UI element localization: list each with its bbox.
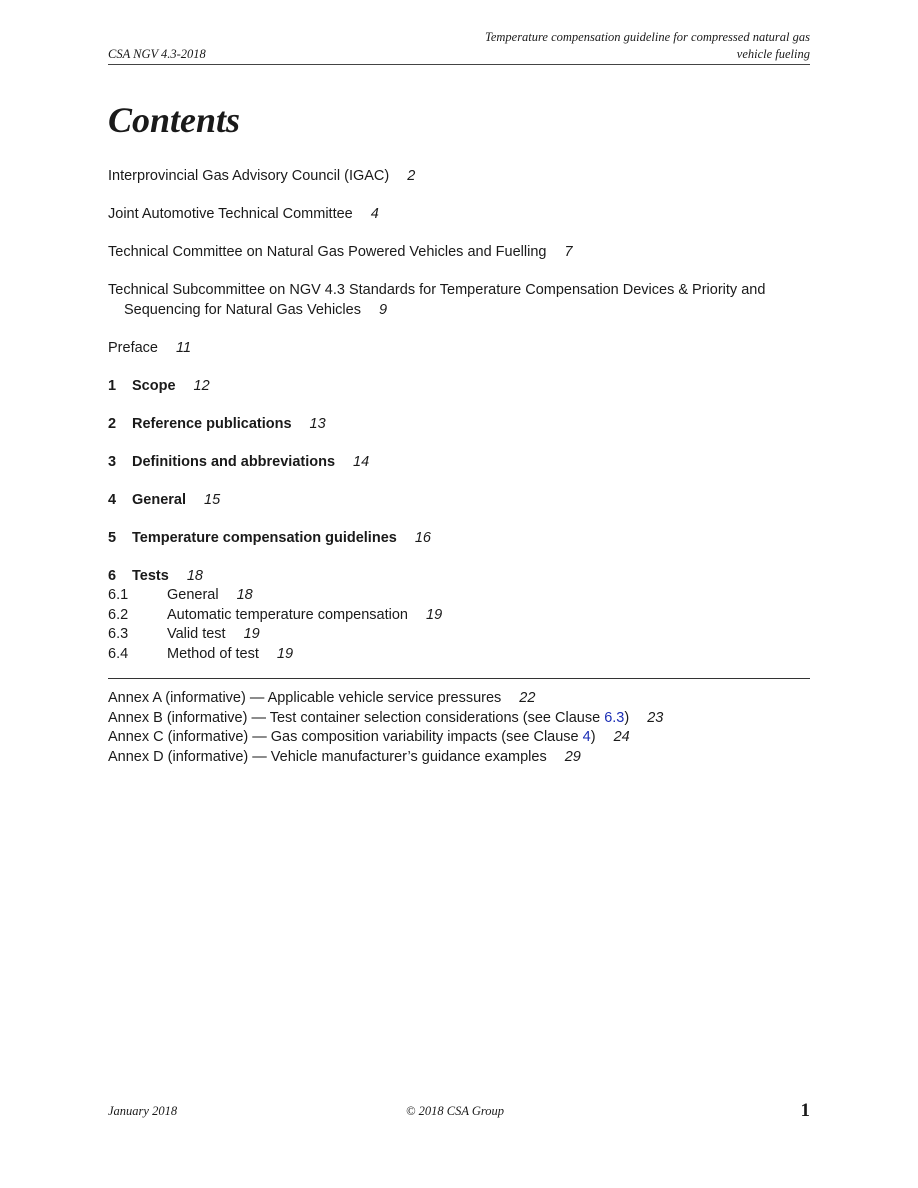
subclause-title: Automatic temperature compensation	[167, 606, 408, 623]
toc-clause-6[interactable]	[108, 567, 810, 587]
annex-title: Annex A (informative) — Applicable vehicle service pressures	[108, 690, 502, 706]
toc-page-number: 13	[309, 415, 326, 432]
subclause-number: 6.3	[108, 626, 129, 642]
annex-title-close: )	[590, 729, 596, 745]
annex-title: Annex C (informative) — Gas composition variability impacts (see Clause	[108, 729, 583, 745]
subclause-title: Method of test	[167, 645, 259, 662]
annex-title: Annex B (informative) — Test container selection considerations (see Clause	[108, 709, 605, 726]
clause-link-6-3[interactable]: 6.3	[604, 709, 625, 726]
toc-entry-igac[interactable]	[108, 167, 810, 187]
toc-annex-c[interactable]	[108, 728, 810, 748]
clause-number: 1	[108, 377, 117, 394]
toc-page-number: 24	[613, 729, 630, 745]
toc-entry-text: Interprovincial Gas Advisory Council (IGAC)	[108, 168, 390, 184]
clause-link-4[interactable]: 4	[582, 729, 591, 745]
toc-annex-a[interactable]	[108, 689, 810, 709]
toc-annex-b[interactable]	[108, 709, 810, 729]
subclause-number: 6.4	[108, 645, 129, 662]
toc-page-number: 23	[647, 709, 664, 726]
toc-entry-subcommittee[interactable]	[108, 281, 810, 320]
toc-page-number: 29	[564, 748, 581, 765]
clause-title: Reference publications	[132, 415, 292, 432]
toc-page-number: 18	[186, 567, 203, 584]
toc-clause-2[interactable]	[108, 415, 810, 435]
toc-clause-3[interactable]	[108, 453, 810, 473]
table-of-contents	[108, 167, 810, 767]
toc-page-number: 22	[519, 690, 536, 706]
running-header-title	[390, 29, 810, 63]
clause-number: 6	[108, 567, 117, 584]
toc-entry-text: Technical Subcommittee on NGV 4.3 Standards for Temperature Compensation Devices & Priority and Sequencing for Natural Gas Vehicles	[108, 282, 766, 318]
toc-page-number: 11	[175, 339, 192, 356]
toc-page-number: 14	[353, 453, 370, 470]
toc-entry-text: Joint Automotive Technical Committee	[108, 206, 353, 222]
toc-page-number: 19	[426, 606, 443, 623]
toc-page-number: 12	[193, 377, 210, 394]
toc-clause-1[interactable]	[108, 377, 810, 397]
clause-title: General	[132, 491, 186, 508]
clause-number: 5	[108, 529, 117, 546]
toc-entry-preface[interactable]	[108, 339, 810, 359]
toc-subclause-6-3[interactable]	[108, 625, 810, 645]
toc-page-number: 15	[204, 491, 221, 508]
subclause-title: General	[167, 587, 219, 603]
toc-page-number: 18	[236, 587, 253, 603]
running-header-title-line2: vehicle fueling	[736, 47, 810, 61]
footer-date: January 2018	[108, 1104, 178, 1118]
toc-subclause-6-1[interactable]	[108, 586, 810, 606]
clause-title: Temperature compensation guidelines	[132, 529, 397, 546]
toc-entry-text: Preface	[108, 339, 158, 356]
toc-page-number: 2	[407, 168, 416, 184]
toc-page-number: 9	[378, 301, 388, 318]
subclause-title: Valid test	[167, 626, 226, 642]
footer-copyright: © 2018 CSA Group	[406, 1104, 505, 1118]
page-title: Contents	[108, 100, 241, 140]
running-header-standard: CSA NGV 4.3-2018	[108, 47, 206, 61]
toc-page-number: 16	[414, 529, 431, 546]
toc-clause-5[interactable]	[108, 529, 810, 549]
subclause-number: 6.2	[108, 606, 129, 623]
annex-divider	[108, 678, 810, 679]
toc-annex-d[interactable]	[108, 748, 810, 768]
subclause-number: 6.1	[108, 587, 129, 603]
toc-entry-text: Technical Committee on Natural Gas Powered Vehicles and Fuelling	[108, 244, 547, 260]
clause-number: 4	[108, 491, 117, 508]
toc-page-number: 7	[564, 244, 573, 260]
toc-entry-joint-committee[interactable]	[108, 205, 810, 225]
toc-page-number: 19	[276, 645, 294, 662]
header-rule	[108, 64, 810, 65]
toc-clause-4[interactable]	[108, 491, 810, 511]
toc-entry-technical-committee[interactable]	[108, 243, 810, 263]
running-header-title-line1: Temperature compensation guideline for compressed natural gas	[485, 30, 810, 44]
clause-number: 2	[108, 415, 117, 432]
clause-title: Scope	[132, 377, 176, 394]
annex-title: Annex D (informative) — Vehicle manufacturer’s guidance examples	[108, 748, 547, 765]
footer-page-number: 1	[800, 1100, 810, 1121]
clause-title: Tests	[132, 567, 169, 584]
toc-page-number: 19	[243, 626, 260, 642]
toc-subclause-6-4[interactable]	[108, 645, 810, 665]
clause-title: Definitions and abbreviations	[132, 453, 336, 470]
clause-number: 3	[108, 453, 117, 470]
toc-subclause-6-2[interactable]	[108, 606, 810, 626]
annex-title-close: )	[624, 709, 630, 726]
toc-page-number: 4	[370, 206, 379, 222]
